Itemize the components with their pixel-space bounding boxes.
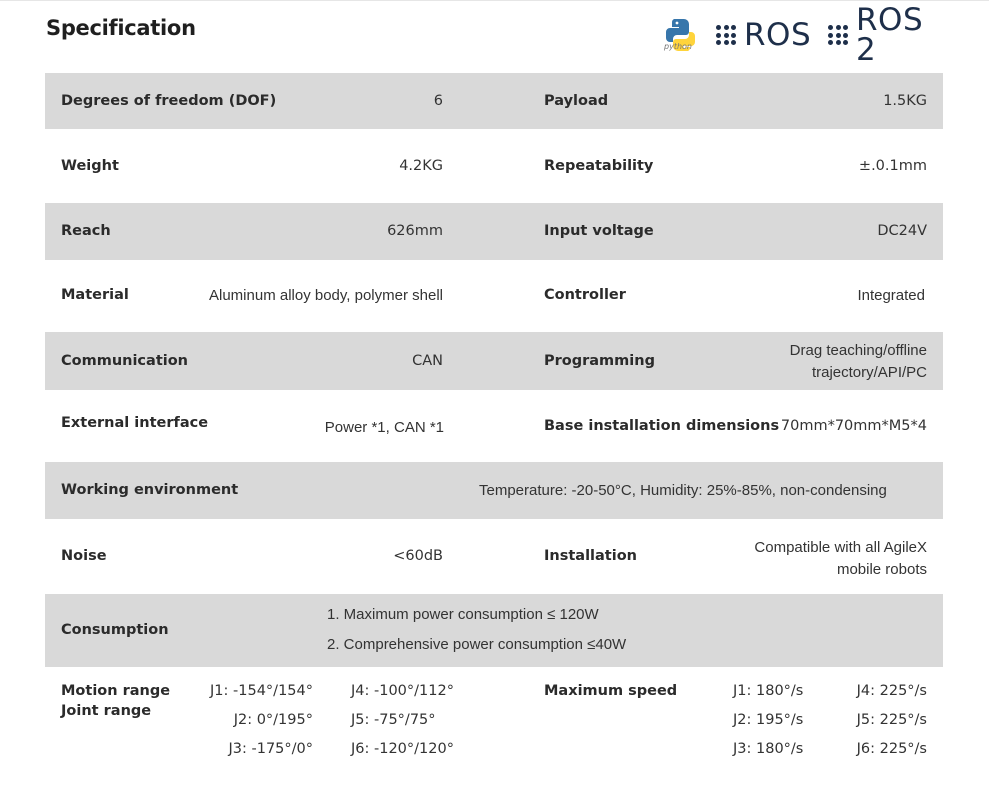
material-value: Aluminum alloy body, polymer shell xyxy=(209,287,443,304)
environment-value: Temperature: -20-50°C, Humidity: 25%-85%, non-condensing xyxy=(479,482,887,499)
installation-value-line2: mobile robots xyxy=(836,561,927,578)
noise-label: Noise xyxy=(61,548,107,564)
spec-row-environment xyxy=(45,462,943,519)
payload-label: Payload xyxy=(544,93,609,109)
logo-group xyxy=(664,2,946,68)
spec-row-weight xyxy=(45,138,943,194)
motion-range-label: Motion range xyxy=(61,683,171,699)
ros-logo xyxy=(716,17,812,53)
controller-label: Controller xyxy=(544,287,626,303)
programming-value xyxy=(790,340,927,384)
speed-j6: J6: 225°/s xyxy=(856,741,927,757)
weight-label: Weight xyxy=(61,158,119,174)
repeatability-value: ±.0.1mm xyxy=(858,158,927,174)
consumption-label: Consumption xyxy=(61,622,169,638)
spec-row-noise xyxy=(45,527,943,586)
spec-row-motion xyxy=(45,675,943,775)
dof-value: 6 xyxy=(433,93,443,109)
ros2-logo-text: ROS 2 xyxy=(856,2,924,68)
speed-j1: J1: 180°/s xyxy=(733,683,804,699)
noise-value: <60dB xyxy=(393,548,443,564)
environment-label: Working environment xyxy=(61,482,239,498)
programming-value-line1: Drag teaching/offline xyxy=(789,342,927,359)
controller-value: Integrated xyxy=(857,287,925,304)
ext-interface-value: Power *1, CAN *1 xyxy=(324,419,444,436)
ros-logo-text: ROS xyxy=(744,17,812,53)
ros2-logo xyxy=(828,2,946,68)
joint-range-label: Joint range xyxy=(61,703,152,719)
repeatability-label: Repeatability xyxy=(544,158,654,174)
speed-j4: J4: 225°/s xyxy=(856,683,927,699)
motion-j6: J6: -120°/120° xyxy=(351,741,454,757)
top-divider xyxy=(0,0,989,1)
speed-j2: J2: 195°/s xyxy=(733,712,804,728)
programming-label: Programming xyxy=(544,353,655,369)
payload-value: 1.5KG xyxy=(883,93,927,109)
programming-value-line2: trajectory/API/PC xyxy=(811,364,927,381)
python-logo-text: python xyxy=(664,42,692,51)
base-dims-label: Base installation dimensions xyxy=(544,418,780,434)
motion-j2: J2: 0°/195° xyxy=(233,712,313,728)
consumption-line2: 2. Comprehensive power consumption ≤40W xyxy=(327,636,627,653)
speed-j3: J3: 180°/s xyxy=(733,741,804,757)
communication-value: CAN xyxy=(412,353,443,369)
base-dims-value: 70mm*70mm*M5*4 xyxy=(780,418,927,434)
motion-j4: J4: -100°/112° xyxy=(351,683,454,699)
voltage-value: DC24V xyxy=(877,223,927,239)
ros-dots-icon xyxy=(716,25,736,45)
spec-row-interface xyxy=(45,398,943,454)
motion-j1: J1: -154°/154° xyxy=(210,683,313,699)
spec-row-material xyxy=(45,268,943,324)
installation-value-line1: Compatible with all AgileX xyxy=(754,539,927,556)
installation-label: Installation xyxy=(544,548,637,564)
spec-row-consumption xyxy=(45,594,943,667)
motion-j5: J5: -75°/75° xyxy=(351,712,436,728)
reach-value: 626mm xyxy=(387,223,443,239)
spec-row-dof xyxy=(45,73,943,129)
installation-value xyxy=(754,537,927,581)
ext-interface-label: External interface xyxy=(61,415,209,431)
weight-value: 4.2KG xyxy=(399,158,443,174)
speed-j5: J5: 225°/s xyxy=(856,712,927,728)
consumption-line1: 1. Maximum power consumption ≤ 120W xyxy=(327,606,599,623)
motion-j3: J3: -175°/0° xyxy=(228,741,313,757)
max-speed-label: Maximum speed xyxy=(544,683,678,699)
ros2-dots-icon xyxy=(828,25,848,45)
voltage-label: Input voltage xyxy=(544,223,654,239)
spec-row-reach xyxy=(45,203,943,260)
reach-label: Reach xyxy=(61,223,111,239)
material-label: Material xyxy=(61,287,129,303)
dof-label: Degrees of freedom (DOF) xyxy=(61,93,277,109)
page-title: Specification xyxy=(46,16,196,40)
spec-row-communication xyxy=(45,332,943,390)
communication-label: Communication xyxy=(61,353,189,369)
